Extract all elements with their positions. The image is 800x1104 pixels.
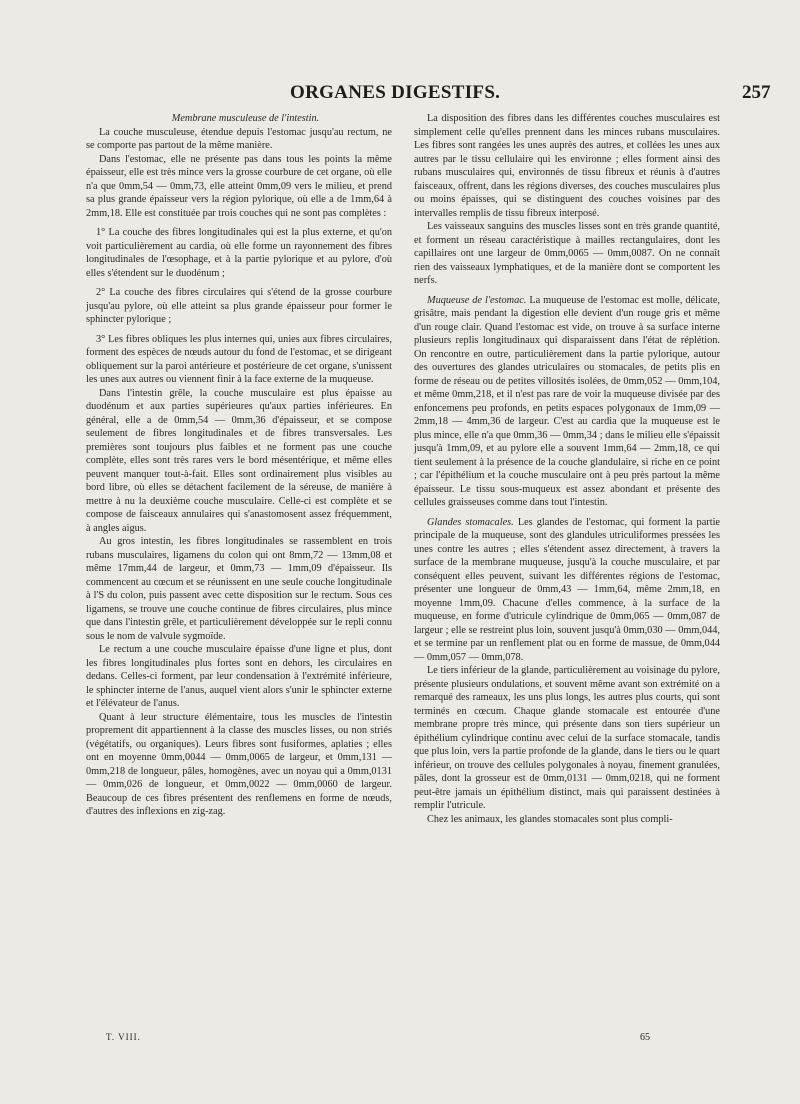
paragraph: Le rectum a une couche musculaire épaisse d'une ligne et plus, dont les fibres longitudinales plus fortes sont en dehors, les circulaires en dedans. Celles-ci forment, par leur condensation à l'extrémité inférieure, le sphincter interne de l'anus, auquel vient alors s'unir le sphincter externe et l'élévateur de l'anus. bbox=[86, 644, 392, 709]
page-number: 257 bbox=[742, 82, 771, 103]
section-heading-muqueuse: Muqueuse de l'estomac. bbox=[427, 294, 527, 306]
paragraph-text: Les glandes de l'estomac, qui forment la partie principale de la muqueuse, sont des glandules utriculiformes pressées les unes contre les autres ; elles s'étendent assez directement, à travers la surface de la membrane muqueuse, jusqu'à la couche musculaire, et par conséquent elles peuvent, suivant les différentes régions de l'estomac, présenter une longueur de 0mm,43 — 1mm,64, même 2mm,18, en moyenne 1mm,09. Chacune d'elles commence, à la surface de la muqueuse, en forme d'utricule cylindrique de 0mm,065 — 0mm,087 de largeur ; elle se restreint plus loin, souvent jusqu'à 0mm,030 — 0mm,044, et se termine par un renflement plat ou en forme de massue, de 0mm,044 — 0mm,057 — 0mm,078. bbox=[414, 516, 720, 663]
paragraph: Dans l'estomac, elle ne présente pas dans tous les points la même épaisseur, elle est très mince vers la grosse courbure de cet organe, où elle n'a que 0mm,54 — 0mm,73, elle atteint 0mm,09 vers le milieu, et prend sa plus grande épaisseur vers la région pylorique, où elle a de 1mm,64 à 2mm,18. Elle est constituée par trois couches qui ne sont pas complètes : bbox=[86, 153, 392, 219]
paragraph: Chez les animaux, les glandes stomacales sont plus compli- bbox=[427, 813, 673, 825]
list-item: 3° Les fibres obliques les plus internes qui, unies aux fibres circulaires, forment des espèces de nœuds autour du fond de l'estomac, et se dirigeant obliquement sur la paroi antérieure et postérieure de cet organe, s'unissent les unes aux autres ou viennent finir à la face externe de la muqueuse. bbox=[86, 333, 392, 385]
paragraph-glandes bbox=[414, 516, 720, 665]
paragraph-text: La muqueuse de l'estomac est molle, délicate, grisâtre, mais pendant la digestion elle devient d'un rouge gris et même d'un rouge clair. Quand l'estomac est vide, on trouve à sa surface interne plusieurs replis longitudinaux qui disparaissent dans l'état de réplétion. On rencontre en outre, particulièrement dans la partie pylorique, autour des ouvertures des glandes utriculaires ou stomacales, de petits plis en forme de réseau ou de petites villosités isolées, de 0mm,052 — 0mm,104, et même 0mm,218, et il n'est pas rare de voir la muqueuse divisée par des enfoncemens peu profonds, en petits espaces polygonaux de 1mm,09 — 2mm,18 — 4mm,36 de largeur. C'est au cardia que la muqueuse est le plus mince, elle n'a que 0mm,36 — 0mm,34 ; dans le milieu elle s'épaissit jusqu'à 1mm,09, et au pylore elle a souvent 1mm,64 — 2mm,18, ce qui tient seulement à la présence de la couche glandulaire, si riche en ce point ; car l'épithélium et la couche musculaire ont à peu près partout la même épaisseur. Le tissu sous-muqueux est assez abondant et présente des cellules graisseuses comme dans tout l'intestin. bbox=[414, 294, 720, 508]
running-head bbox=[0, 82, 800, 108]
paragraph: Quant à leur structure élémentaire, tous les muscles de l'intestin proprement dit appartiennent à la classe des muscles lisses, ou non striés (végétatifs, ou organiques). Leurs fibres sont fusiformes, aplaties ; elles ont en moyenne 0mm,0044 — 0mm,0065 de largeur, et 0mm,131 — 0mm,218 de longueur, pâles, homogènes, avec un noyau qui a 0mm,0131 — 0mm,026 de longueur, et 0mm,0022 — 0mm,0060 de largeur. Beaucoup de ces fibres présentent des renflemens en forme de nœuds, d'autres des inflexions en zig-zag. bbox=[86, 711, 392, 817]
paragraph-muqueuse bbox=[414, 294, 720, 510]
right-column bbox=[414, 112, 720, 826]
left-column bbox=[86, 112, 392, 819]
volume-signature: T. VIII. bbox=[106, 1032, 141, 1042]
paragraph: Les vaisseaux sanguins des muscles lisses sont en très grande quantité, et forment un réseau caractéristique à mailles rectangulaires, dont les capillaires ont une largeur de 0mm,0065 — 0mm,0087. On ne connaît rien des vaisseaux lymphatiques, et de la manière dont se comportent les nerfs. bbox=[414, 221, 720, 286]
folio-number: 65 bbox=[640, 1032, 650, 1043]
paragraph: La disposition des fibres dans les différentes couches musculaires est simplement celle qu'elles prennent dans les minces rubans musculaires. Les fibres sont rangées les unes auprès des autres, et collées les unes aux autres par le tissu cellulaire qui les environne ; elles forment ainsi des rubans musculaires qui, environnés de tissu fibreux et réunis à d'autres faisceaux, offrent, dans les régions diverses, des couches musculaires plus ou moins épaisses, qui se distinguent des couches voisines par des intervalles remplis de tissu fibreux interposé. bbox=[414, 113, 720, 219]
running-head-title: ORGANES DIGESTIFS. bbox=[290, 82, 501, 103]
paragraph: La couche musculeuse, étendue depuis l'estomac jusqu'au rectum, ne se comporte pas partout de la même manière. bbox=[86, 126, 392, 151]
paragraph: Dans l'intestin grêle, la couche musculaire est plus épaisse au duodénum et aux parties supérieures qu'aux parties inférieures. En général, elle a de 0mm,54 — 0mm,36 d'épaisseur, et se compose seulement de fibres longitudinales et de fibres transversales. Les premières sont toujours plus faibles et ne forment pas une couche complète, elles sont très rares vers le bord mésentérique, et même elles peuvent manquer tout-à-fait. Elles sont ordinairement plus visibles au bord libre, où elles se détachent facilement de la séreuse, de manière à mettre à nu la deuxième couche musculaire. Celle-ci est complète et se compose de faisceaux annulaires qui s'anastomosent assez fréquemment, à angles aigus. bbox=[86, 387, 392, 534]
list-item: 2° La couche des fibres circulaires qui s'étend de la grosse courbure jusqu'au pylore, où elle atteint sa plus grande épaisseur pour former le sphincter pylorique ; bbox=[86, 287, 392, 325]
paragraph: Le tiers inférieur de la glande, particulièrement au voisinage du pylore, présente plusieurs ondulations, et souvent même avant son extrémité on a remarqué des rameaux, les uns plus longs, les autres plus courts, qui sont terminés en cœcum. Chaque glande stomacale est entourée d'une membrane propre très mince, qui présente dans son tiers supérieur un épithélium cylindrique continu avec celui de la surface stomacale, tandis que plus loin, vers la partie profonde de la glande, dans le tiers ou le quart inférieur, on trouve des cellules polygonales à noyau, finement granulées, pâles, dont la grosseur est de 0mm,0131 — 0mm,0218, qui ne forment peut-être jamais un épithélium distinct, mais qui paraissent destinées à remplir l'utricule. bbox=[414, 665, 720, 811]
section-heading-musculeuse: Membrane musculeuse de l'intestin. bbox=[171, 113, 320, 124]
list-item: 1° La couche des fibres longitudinales qui est la plus externe, et qu'on voit particulièrement au cardia, où elle forme un rayonnement des fibres longitudinales de l'œsophage, et à la partie pylorique et au pylore, d'où elles s'étendent sur le duodénum ; bbox=[86, 227, 392, 279]
section-heading-glandes: Glandes stomacales. bbox=[427, 516, 514, 528]
paragraph: Au gros intestin, les fibres longitudinales se rassemblent en trois rubans musculaires, ligamens du colon qui ont 8mm,72 — 13mm,08 et même 17mm,44 de largeur, et 0mm,73 — 1mm,09 d'épaisseur. Ils commencent au cœcum et se réunissent en une seule couche longitudinale à l'S du colon, puis passent avec cette disposition sur le rectum. Sous ces ligamens, se trouve une couche continue de fibres circulaires, plus mince que dans l'intestin grêle, et particulièrement développée sur le repli connu sous le nom de valvule sygmoïde. bbox=[86, 536, 392, 642]
